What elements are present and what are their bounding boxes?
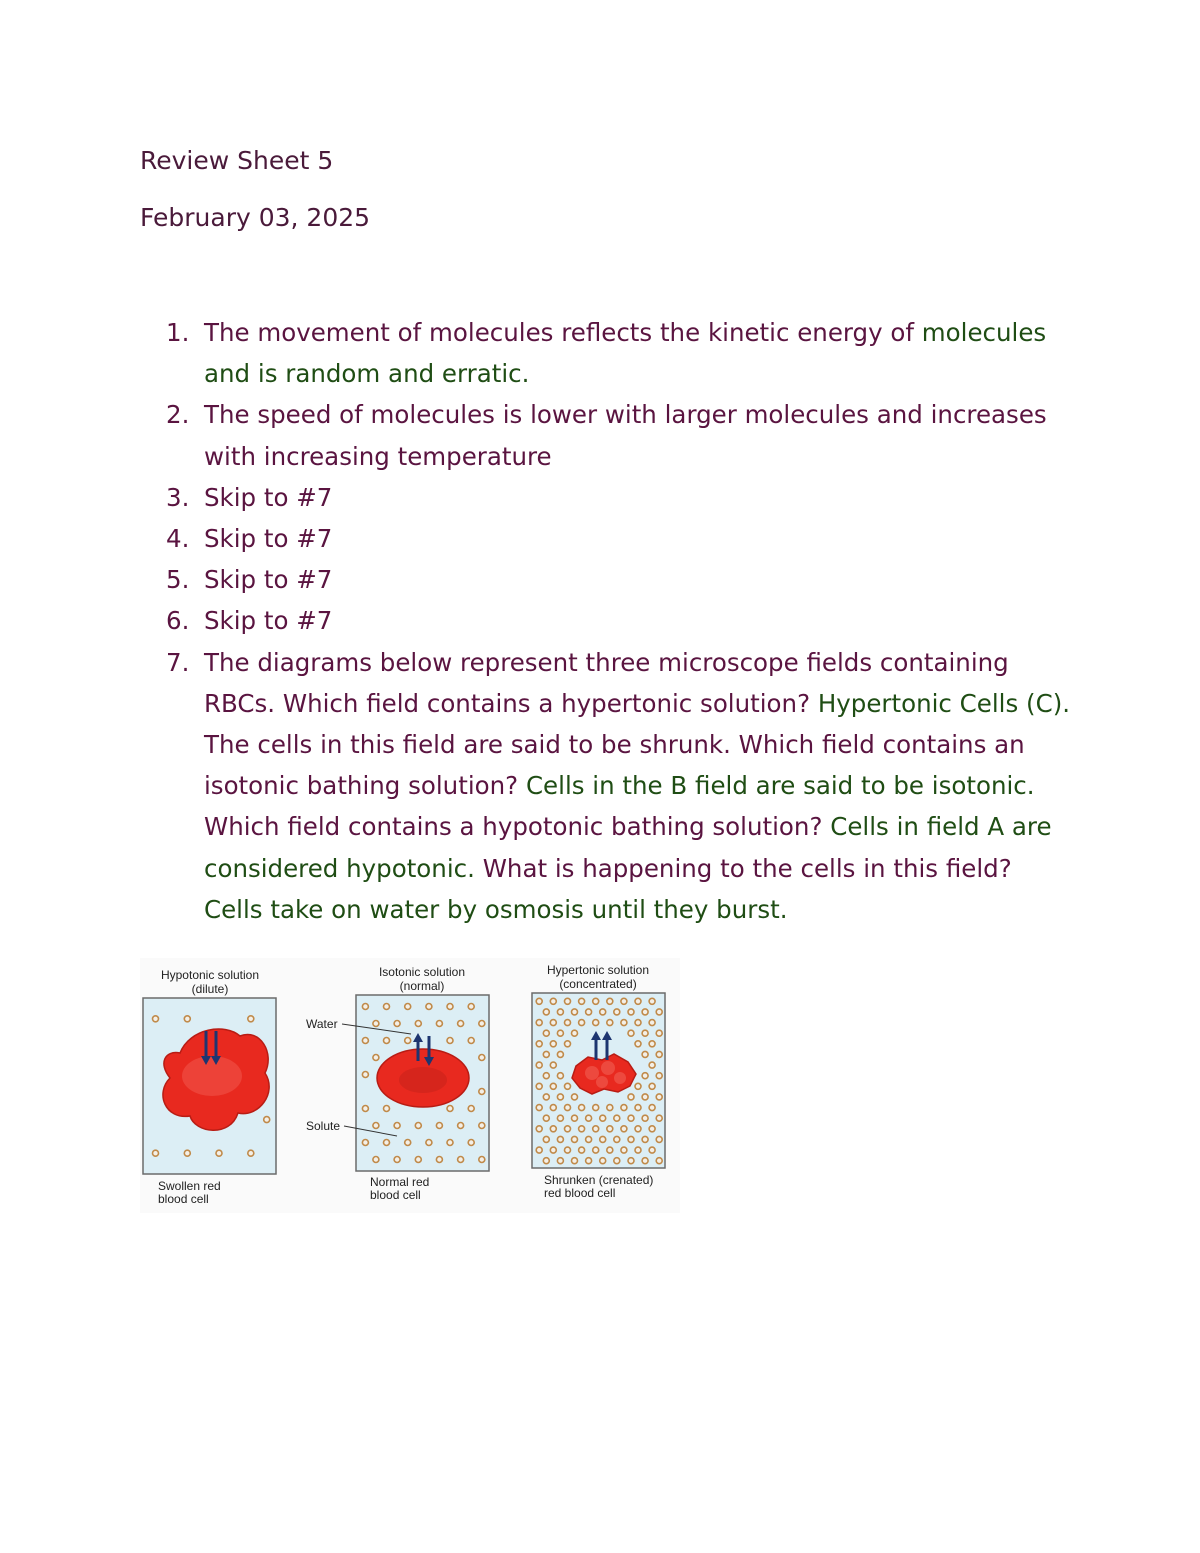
solute-particle — [565, 1126, 571, 1132]
solute-particle — [572, 1030, 578, 1036]
solute-particle — [447, 1038, 453, 1044]
list-item — [166, 518, 1074, 559]
solute-particle — [362, 1106, 368, 1112]
solute-particle — [579, 998, 585, 1004]
solute-particle — [426, 1140, 432, 1146]
solute-particle — [468, 1140, 474, 1146]
item-number: 1. — [166, 318, 190, 347]
solute-particle — [614, 1115, 620, 1121]
solute-particle — [557, 1030, 563, 1036]
solute-particle — [543, 1136, 549, 1142]
solute-particle — [628, 1094, 634, 1100]
solute-particle — [447, 1004, 453, 1010]
solute-particle — [586, 1158, 592, 1164]
solute-particle — [642, 1136, 648, 1142]
solute-particle — [394, 1157, 400, 1163]
solute-particle — [384, 1038, 390, 1044]
answer-text: Cells in the B field are said to be isotonic. — [525, 771, 1035, 801]
solute-particle — [468, 1038, 474, 1044]
panel-caption: Normal red — [370, 1175, 430, 1189]
solute-particle — [458, 1157, 464, 1163]
solute-particle — [426, 1004, 432, 1010]
solute-particle — [572, 1158, 578, 1164]
solute-particle — [536, 1147, 542, 1153]
item-number: 2. — [166, 400, 190, 430]
solute-particle — [572, 1136, 578, 1142]
solute-particle — [557, 1009, 563, 1015]
solute-particle — [579, 1147, 585, 1153]
solute-particle — [649, 1147, 655, 1153]
solute-particle — [614, 1158, 620, 1164]
solute-particle — [536, 1083, 542, 1089]
solute-particle — [373, 1055, 379, 1061]
water-label: Water — [306, 1017, 338, 1031]
solute-particle — [543, 1115, 549, 1121]
solute-particle — [550, 1083, 556, 1089]
solute-particle — [479, 1123, 485, 1129]
solute-particle — [607, 1147, 613, 1153]
solute-particle — [373, 1157, 379, 1163]
solute-particle — [621, 998, 627, 1004]
solute-particle — [649, 1083, 655, 1089]
solute-particle — [394, 1021, 400, 1027]
question-text: Which field contains a hypotonic bathing solution? — [204, 812, 823, 842]
solute-particle — [248, 1150, 254, 1156]
answer-text: Hypertonic Cells (C). — [817, 688, 1071, 718]
solute-particle — [656, 1094, 662, 1100]
solute-particle — [479, 1021, 485, 1027]
panel-hypertonic — [532, 963, 665, 1200]
solute-particle — [642, 1009, 648, 1015]
item-number: 6. — [166, 606, 190, 636]
solute-particle — [656, 1030, 662, 1036]
solute-particle — [656, 1051, 662, 1057]
solute-particle — [362, 1072, 368, 1078]
solute-particle — [543, 1030, 549, 1036]
solute-particle — [468, 1004, 474, 1010]
panel-subtitle: (dilute) — [191, 982, 229, 996]
solute-particle — [447, 1106, 453, 1112]
solute-particle — [607, 998, 613, 1004]
panel-subtitle: (concentrated) — [559, 977, 637, 991]
solute-particle — [536, 1020, 542, 1026]
solute-particle — [543, 1009, 549, 1015]
solute-particle — [600, 1136, 606, 1142]
solute-particle — [621, 1126, 627, 1132]
solute-particle — [621, 1105, 627, 1111]
solute-particle — [468, 1106, 474, 1112]
solute-particle — [436, 1157, 442, 1163]
solute-particle — [550, 998, 556, 1004]
item-text: Skip to #7 — [204, 606, 333, 636]
solute-particle — [600, 1158, 606, 1164]
solute-particle — [557, 1115, 563, 1121]
solute-particle — [642, 1051, 648, 1057]
solute-particle — [458, 1021, 464, 1027]
solute-particle — [479, 1089, 485, 1095]
panel-subtitle: (normal) — [399, 979, 445, 993]
list-item — [166, 600, 1074, 641]
solute-particle — [536, 1062, 542, 1068]
solute-particle — [384, 1004, 390, 1010]
solute-particle — [635, 1020, 641, 1026]
solute-particle — [153, 1150, 159, 1156]
solute-particle — [458, 1123, 464, 1129]
solute-particle — [447, 1140, 453, 1146]
item-text: Skip to #7 — [204, 482, 333, 512]
solute-particle — [586, 1115, 592, 1121]
osmosis-figure — [140, 958, 680, 1213]
list-item — [166, 312, 1074, 394]
list-item — [166, 394, 1074, 476]
solute-particle — [536, 998, 542, 1004]
solute-particle — [607, 1020, 613, 1026]
solute-particle — [593, 1020, 599, 1026]
solute-particle — [362, 1140, 368, 1146]
solute-particle — [550, 1105, 556, 1111]
panel-title: Isotonic solution — [378, 965, 466, 979]
solute-particle — [415, 1157, 421, 1163]
solute-particle — [405, 1038, 411, 1044]
solute-particle — [607, 1126, 613, 1132]
solute-particle — [579, 1020, 585, 1026]
solute-particle — [543, 1051, 549, 1057]
solute-particle — [248, 1016, 254, 1022]
solute-particle — [436, 1021, 442, 1027]
item-text-continued: molecules and is random and erratic. — [204, 318, 1047, 389]
panel-caption: red blood cell — [544, 1186, 616, 1200]
solute-particle — [572, 1009, 578, 1015]
solute-particle — [600, 1115, 606, 1121]
solute-particle — [557, 1136, 563, 1142]
solute-particle — [543, 1073, 549, 1079]
solute-particle — [628, 1136, 634, 1142]
solute-particle — [649, 1020, 655, 1026]
solute-particle — [656, 1115, 662, 1121]
cell-center — [399, 1067, 447, 1093]
solute-particle — [384, 1106, 390, 1112]
item-number: 7. — [166, 647, 190, 677]
solute-particle — [656, 1136, 662, 1142]
solute-particle — [586, 1136, 592, 1142]
solute-particle — [628, 1030, 634, 1036]
solute-particle — [621, 1020, 627, 1026]
review-list — [166, 312, 1074, 930]
solute-particle — [536, 1041, 542, 1047]
solute-particle — [649, 1041, 655, 1047]
solute-particle — [593, 1126, 599, 1132]
item-text: Skip to #7 — [204, 524, 333, 554]
solute-particle — [536, 1126, 542, 1132]
answer-text: Cells take on water by osmosis until they burst. — [204, 894, 788, 924]
panel-caption: Swollen red — [158, 1179, 221, 1193]
solute-particle — [649, 1126, 655, 1132]
solute-particle — [184, 1016, 190, 1022]
solute-particle — [264, 1117, 270, 1123]
solute-particle — [656, 1073, 662, 1079]
solute-particle — [436, 1123, 442, 1129]
solute-particle — [479, 1055, 485, 1061]
solute-particle — [373, 1021, 379, 1027]
solute-particle — [557, 1094, 563, 1100]
panel-title: Hypotonic solution — [160, 968, 260, 982]
solute-particle — [479, 1157, 485, 1163]
solute-particle — [394, 1123, 400, 1129]
solute-particle — [593, 1105, 599, 1111]
solute-particle — [649, 998, 655, 1004]
solute-particle — [614, 1136, 620, 1142]
panel-isotonic — [306, 965, 489, 1202]
solute-particle — [593, 998, 599, 1004]
solute-particle — [184, 1150, 190, 1156]
solute-particle — [550, 1020, 556, 1026]
solute-particle — [600, 1009, 606, 1015]
solute-particle — [649, 1105, 655, 1111]
solute-particle — [565, 998, 571, 1004]
answer-text: Cells in field A are considered hypotonic. — [204, 812, 1052, 883]
item-text-continued: increases with increasing temperature — [204, 400, 1047, 471]
solute-particle — [565, 1147, 571, 1153]
solute-particle — [536, 1105, 542, 1111]
item-text: The movement of molecules reflects the kinetic energy of — [204, 318, 914, 347]
solute-particle — [572, 1115, 578, 1121]
panel-caption: blood cell — [158, 1192, 209, 1206]
solute-particle — [405, 1004, 411, 1010]
document-title: Review Sheet 5 — [140, 146, 334, 175]
document-date: February 03, 2025 — [140, 203, 371, 232]
solute-particle — [656, 1009, 662, 1015]
item-number: 3. — [166, 482, 190, 512]
solute-particle — [628, 1158, 634, 1164]
panel-caption: Shrunken (crenated) — [544, 1173, 654, 1187]
solute-particle — [649, 1062, 655, 1068]
solute-particle — [635, 1041, 641, 1047]
solute-particle — [579, 1105, 585, 1111]
question-text: What is happening to the cells in this field? — [482, 853, 1012, 883]
solute-particle — [543, 1158, 549, 1164]
solute-particle — [565, 1083, 571, 1089]
solute-particle — [550, 1062, 556, 1068]
solute-particle — [593, 1147, 599, 1153]
solute-particle — [415, 1123, 421, 1129]
solute-particle — [153, 1016, 159, 1022]
solute-particle — [550, 1147, 556, 1153]
solute-particle — [642, 1094, 648, 1100]
item-text: Skip to #7 — [204, 565, 333, 595]
solute-particle — [579, 1126, 585, 1132]
osmosis-diagram — [140, 958, 680, 1213]
solute-particle — [557, 1051, 563, 1057]
question-text: The diagrams below represent three microscope fields containing RBCs. Which field contains a hypertonic solution? — [204, 647, 1009, 718]
solute-particle — [635, 1083, 641, 1089]
list-item — [166, 477, 1074, 518]
solute-particle — [586, 1009, 592, 1015]
solute-particle — [642, 1115, 648, 1121]
solute-particle — [557, 1158, 563, 1164]
solute-particle — [642, 1158, 648, 1164]
cell-highlight — [182, 1056, 242, 1096]
solute-particle — [656, 1158, 662, 1164]
solute-particle — [635, 1126, 641, 1132]
solute-particle — [543, 1094, 549, 1100]
solute-particle — [550, 1126, 556, 1132]
solute-particle — [565, 1041, 571, 1047]
solute-particle — [550, 1041, 556, 1047]
solute-particle — [572, 1094, 578, 1100]
solute-particle — [362, 1004, 368, 1010]
solute-particle — [415, 1021, 421, 1027]
solute-particle — [642, 1073, 648, 1079]
solute-particle — [384, 1140, 390, 1146]
question-text: The cells in this field are said to be shrunk. Which field contains an isotonic bathing solution? — [204, 730, 1025, 801]
list-item — [166, 559, 1074, 600]
item-number: 4. — [166, 524, 190, 554]
solute-particle — [565, 1020, 571, 1026]
item-text: The speed of molecules is lower with larger molecules and — [204, 400, 923, 430]
solute-particle — [635, 998, 641, 1004]
solute-particle — [607, 1105, 613, 1111]
solute-particle — [628, 1009, 634, 1015]
panel-title: Hypertonic solution — [546, 963, 650, 977]
solute-particle — [614, 1009, 620, 1015]
solute-particle — [635, 1105, 641, 1111]
panel-caption: blood cell — [370, 1188, 421, 1202]
solute-label: Solute — [306, 1119, 341, 1133]
solute-particle — [565, 1105, 571, 1111]
solute-particle — [362, 1038, 368, 1044]
solute-particle — [621, 1147, 627, 1153]
solute-particle — [642, 1030, 648, 1036]
solute-particle — [216, 1150, 222, 1156]
list-item — [166, 642, 1074, 930]
solute-particle — [628, 1115, 634, 1121]
solute-particle — [405, 1140, 411, 1146]
solute-particle — [557, 1073, 563, 1079]
solute-particle — [373, 1123, 379, 1129]
solute-particle — [635, 1147, 641, 1153]
item-number: 5. — [166, 565, 190, 595]
panel-hypotonic — [143, 968, 276, 1206]
